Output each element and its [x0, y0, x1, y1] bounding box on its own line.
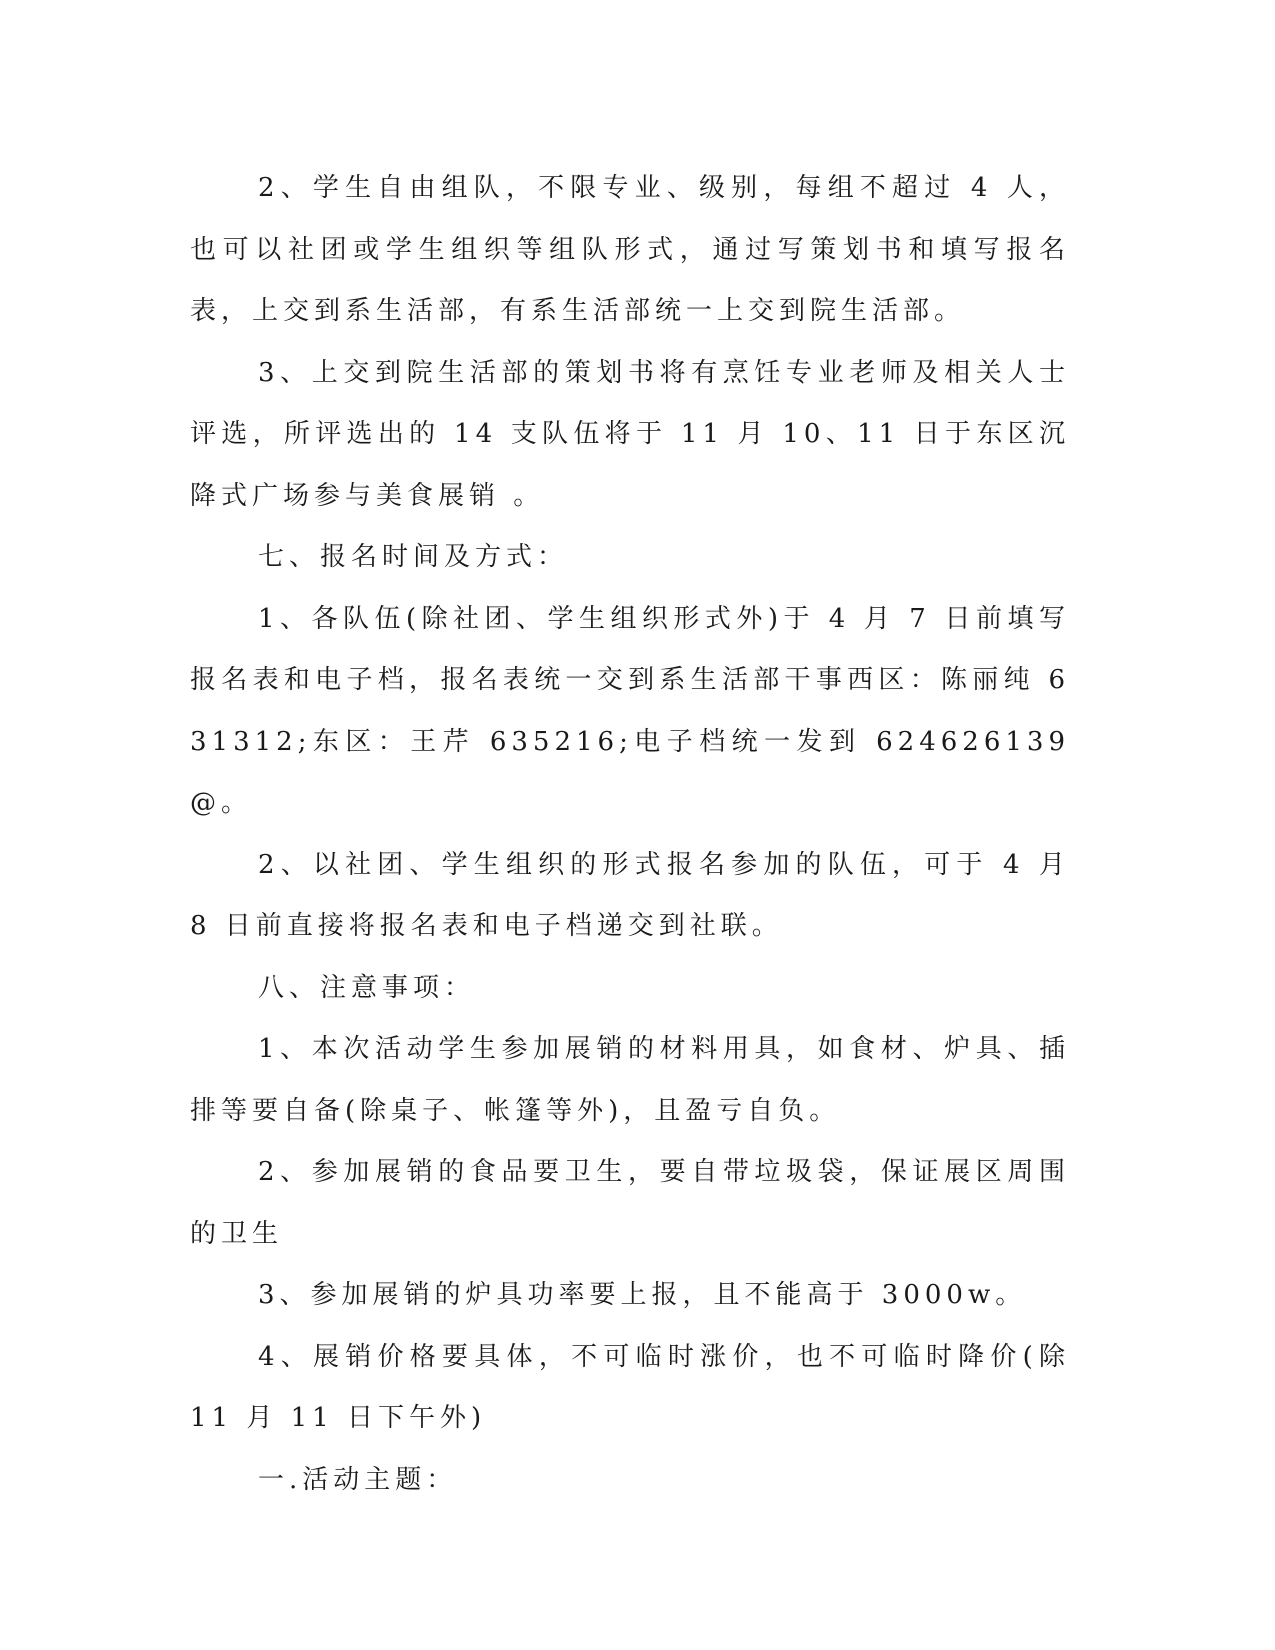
paragraph-registration-1: 1、各队伍(除社团、学生组织形式外)于 4 月 7 日前填写报名表和电子档，报名表统一交到系生活部干事西区：陈丽纯 631312;东区：王芹 635216;电子档统一发到 624626139@。 — [190, 603, 1070, 818]
section-heading-registration: 七、报名时间及方式： — [258, 542, 569, 572]
paragraph-registration-2: 2、以社团、学生组织的形式报名参加的队伍，可于 4 月 8 日前直接将报名表和电子档递交到社联。 — [190, 849, 1070, 941]
section-heading-notes: 八、注意事项： — [258, 972, 476, 1003]
paragraph-note-2: 2、参加展销的食品要卫生，要自带垃圾袋，保证展区周围的卫生 — [190, 1157, 1070, 1249]
paragraph-team-formation: 2、学生自由组队，不限专业、级别，每组不超过 4 人，也可以社团或学生组织等组队形式，通过写策划书和填写报名表，上交到系生活部，有系生活部统一上交到院生活部。 — [190, 173, 1070, 326]
paragraph-note-4: 4、展销价格要具体，不可临时涨价，也不可临时降价(除 11 月 11 日下午外) — [190, 1341, 1070, 1433]
paragraph-selection: 3、上交到院生活部的策划书将有烹饪专业老师及相关人士评选，所评选出的 14 支队伍将于 11 月 10、11 日于东区沉降式广场参与美食展销 。 — [190, 357, 1070, 511]
paragraph-note-1: 1、本次活动学生参加展销的材料用具，如食材、炉具、插排等要自备(除桌子、帐篷等外)，且盈亏自负。 — [190, 1034, 1070, 1126]
section-heading-theme: 一.活动主题： — [258, 1464, 458, 1495]
paragraph-note-3: 3、参加展销的炉具功率要上报，且不能高于 3000w。 — [258, 1280, 1027, 1310]
document-body — [190, 158, 1070, 1511]
